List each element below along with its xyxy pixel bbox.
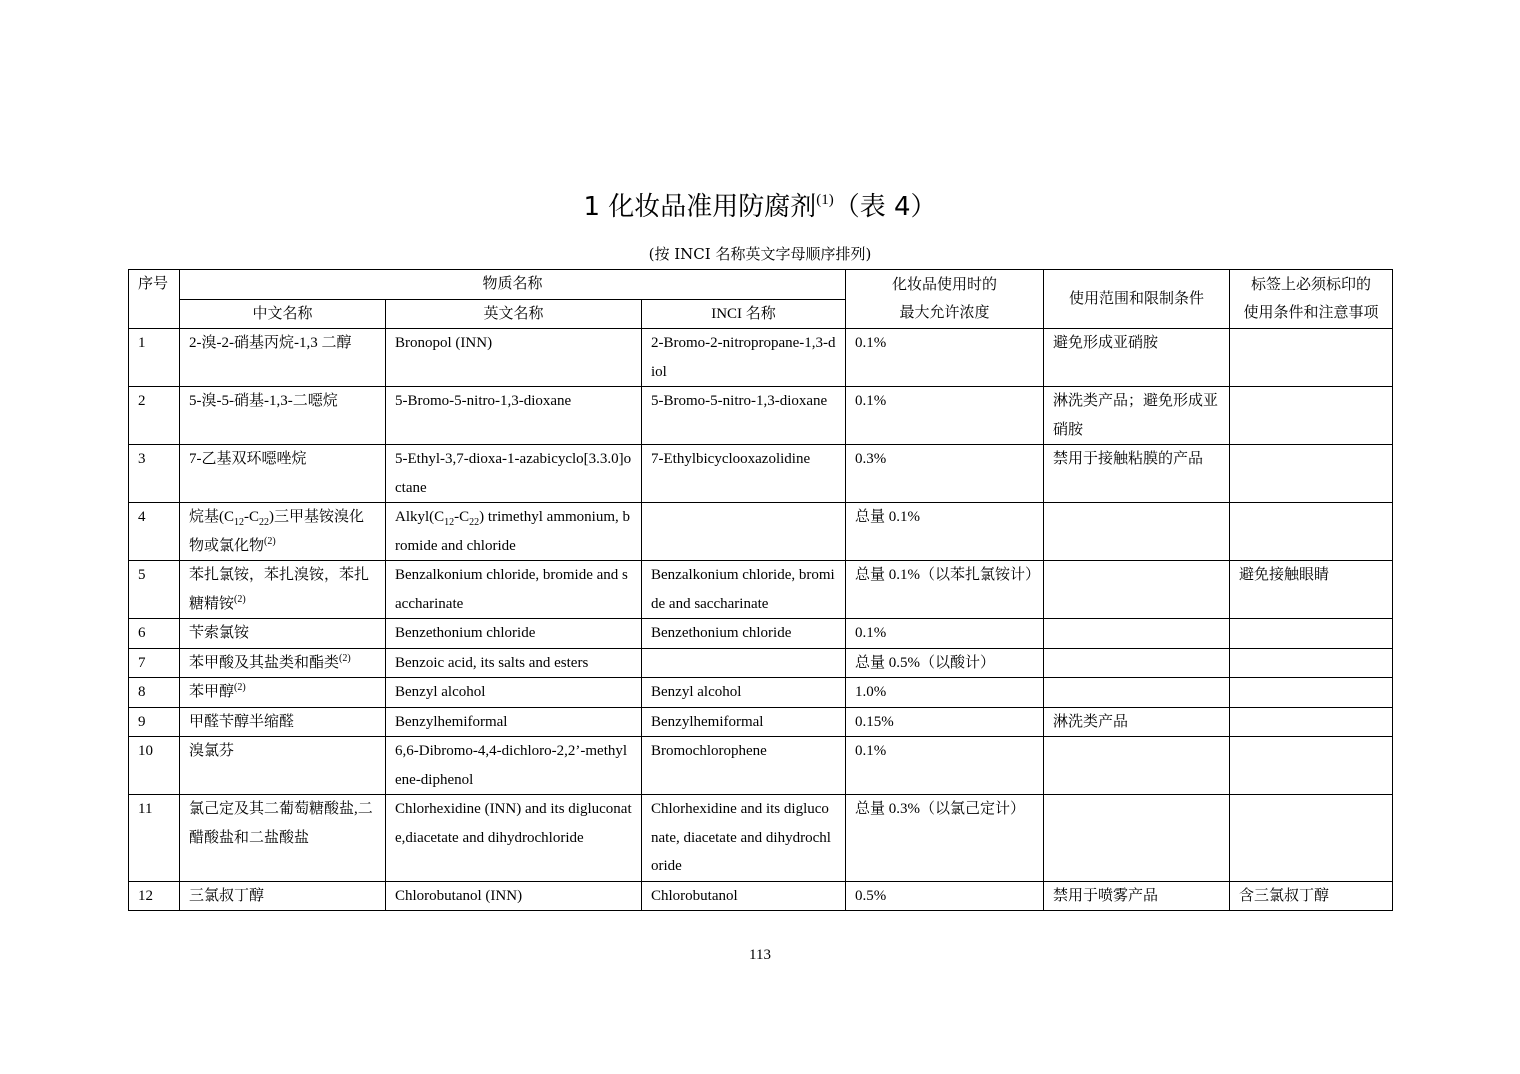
cell-chinese-name (180, 445, 386, 503)
cell-inci-name (642, 329, 846, 387)
cell-seq: 9 (129, 707, 180, 737)
header-seq: 序号 (129, 270, 180, 329)
cell-label (1230, 737, 1393, 795)
table-row (129, 648, 1393, 678)
cell-inci-name (642, 445, 846, 503)
cell-max-concentration: 0.5% (846, 881, 1044, 911)
cell-inci-name-text: Chlorhexidine and its digluconate, diacetate and dihydrochloride (651, 801, 831, 874)
cell-english-name-text: Chlorobutanol (INN) (395, 887, 523, 904)
cell-chinese-name (180, 619, 386, 649)
cell-inci-name (642, 561, 846, 619)
cell-seq: 4 (129, 503, 180, 561)
cell-max-concentration: 0.1% (846, 387, 1044, 445)
header-max-concentration-line1: 化妆品使用时的 (892, 276, 998, 293)
title-main: 1 化妆品准用防腐剂 (583, 192, 817, 222)
cell-english-name-text: 5-Ethyl-3,7-dioxa-1-azabicyclo[3.3.0]octane (395, 451, 632, 496)
cell-chinese-name-text: 苯甲酸及其盐类和酯类 (189, 654, 340, 671)
cell-max-concentration: 0.1% (846, 737, 1044, 795)
cell-label: 含三氯叔丁醇 (1230, 881, 1393, 911)
cell-inci-name-text: Benzalkonium chloride, bromide and saccharinate (651, 567, 835, 612)
cell-max-concentration: 0.1% (846, 329, 1044, 387)
cell-seq: 5 (129, 561, 180, 619)
cell-english-name (386, 329, 642, 387)
cell-english-name (386, 737, 642, 795)
cell-chinese-name (180, 678, 386, 708)
table-row (129, 795, 1393, 882)
table-row (129, 619, 1393, 649)
cell-scope (1044, 795, 1230, 882)
cell-english-name (386, 619, 642, 649)
cell-english-name (386, 678, 642, 708)
cell-chinese-name (180, 648, 386, 678)
cell-english-name-text: 5-Bromo-5-nitro-1,3-dioxane (395, 393, 572, 409)
table-row (129, 707, 1393, 737)
cell-chinese-name (180, 737, 386, 795)
cell-chinese-name-text: (2) (339, 652, 351, 664)
cell-seq: 6 (129, 619, 180, 649)
cell-scope: 淋洗类产品；避免形成亚硝胺 (1044, 387, 1230, 445)
cell-inci-name-text: Chlorobutanol (651, 887, 738, 904)
cell-label (1230, 678, 1393, 708)
table-row (129, 445, 1393, 503)
cell-english-name-text: 22 (469, 517, 480, 528)
cell-english-name (386, 881, 642, 911)
cell-chinese-name-text: 苯甲醇 (189, 684, 235, 700)
cell-chinese-name (180, 795, 386, 882)
table-row (129, 503, 1393, 561)
cell-chinese-name-text: (2) (234, 682, 246, 693)
table-row (129, 678, 1393, 708)
header-inci-name: INCI 名称 (642, 299, 846, 329)
cell-seq: 7 (129, 648, 180, 678)
cell-chinese-name-text: 12 (234, 517, 245, 528)
cell-label (1230, 707, 1393, 737)
table-body (129, 329, 1393, 911)
cell-chinese-name (180, 387, 386, 445)
cell-inci-name (642, 619, 846, 649)
cell-inci-name (642, 795, 846, 882)
header-chinese-name: 中文名称 (180, 299, 386, 329)
cell-chinese-name (180, 503, 386, 561)
header-label-line2: 使用条件和注意事项 (1243, 305, 1379, 321)
cell-label (1230, 795, 1393, 882)
cell-english-name-text: -C (454, 509, 470, 525)
cell-english-name-text: 12 (444, 517, 455, 528)
document-subtitle: (按 INCI 名称英文字母顺序排列) (648, 245, 872, 263)
cell-inci-name-text: Bromochlorophene (651, 743, 767, 759)
cell-scope: 禁用于接触粘膜的产品 (1044, 445, 1230, 503)
cell-seq: 3 (129, 445, 180, 503)
cell-english-name (386, 503, 642, 561)
cell-english-name-text: Benzylhemiformal (395, 713, 508, 730)
cell-scope (1044, 619, 1230, 649)
cell-inci-name-text: Benzyl alcohol (651, 684, 742, 700)
cell-english-name-text: Bronopol (INN) (395, 335, 493, 351)
cell-inci-name-text: 7-Ethylbicyclooxazolidine (651, 451, 811, 467)
cell-chinese-name (180, 329, 386, 387)
cell-chinese-name-text: 烷基(C (189, 509, 235, 525)
cell-english-name (386, 561, 642, 619)
cell-scope (1044, 737, 1230, 795)
cell-max-concentration: 总量 0.1% (846, 503, 1044, 561)
cell-max-concentration: 总量 0.5%（以酸计） (846, 648, 1044, 678)
cell-english-name (386, 795, 642, 882)
page-number: 113 (749, 947, 771, 963)
table-row (129, 737, 1393, 795)
header-label (1230, 270, 1393, 329)
cell-english-name-text: Benzoic acid, its salts and esters (395, 654, 589, 671)
cell-inci-name (642, 503, 846, 561)
title-suffix: （表 4） (833, 192, 937, 222)
cell-inci-name-text: Benzylhemiformal (651, 713, 764, 730)
cell-scope (1044, 561, 1230, 619)
cell-max-concentration: 总量 0.3%（以氯己定计） (846, 795, 1044, 882)
cell-label (1230, 619, 1393, 649)
cell-english-name (386, 387, 642, 445)
cell-english-name-text: Chlorhexidine (INN) and its digluconate,diacetate and dihydrochloride (395, 801, 632, 846)
table-row (129, 561, 1393, 619)
cell-english-name (386, 648, 642, 678)
cell-max-concentration: 0.15% (846, 707, 1044, 737)
cell-chinese-name-text: 三氯叔丁醇 (189, 887, 265, 904)
cell-chinese-name-text: 溴氯芬 (189, 743, 235, 759)
cell-chinese-name-text: 22 (259, 517, 270, 528)
cell-chinese-name (180, 881, 386, 911)
preservatives-table (128, 269, 1393, 911)
header-substance-name: 物质名称 (180, 270, 846, 300)
cell-max-concentration: 0.3% (846, 445, 1044, 503)
cell-seq: 10 (129, 737, 180, 795)
cell-chinese-name-text: (2) (264, 535, 276, 547)
cell-chinese-name (180, 707, 386, 737)
cell-chinese-name-text: 甲醛苄醇半缩醛 (189, 713, 295, 730)
header-max-concentration (846, 270, 1044, 329)
cell-inci-name-text: 5-Bromo-5-nitro-1,3-dioxane (651, 393, 828, 409)
cell-seq: 8 (129, 678, 180, 708)
table-row (129, 387, 1393, 445)
cell-label (1230, 503, 1393, 561)
cell-seq: 2 (129, 387, 180, 445)
cell-inci-name (642, 648, 846, 678)
cell-english-name-text: Benzethonium chloride (395, 625, 536, 641)
header-scope: 使用范围和限制条件 (1044, 270, 1230, 329)
document-title (0, 180, 1520, 227)
cell-label (1230, 387, 1393, 445)
cell-chinese-name-text: (2) (234, 593, 246, 605)
cell-label (1230, 445, 1393, 503)
title-footnote-ref: (1) (816, 192, 834, 208)
cell-scope (1044, 503, 1230, 561)
cell-scope (1044, 648, 1230, 678)
cell-max-concentration: 0.1% (846, 619, 1044, 649)
cell-chinese-name-text: 氯己定及其二葡萄糖酸盐,二醋酸盐和二盐酸盐 (189, 801, 373, 846)
cell-english-name (386, 707, 642, 737)
cell-seq: 1 (129, 329, 180, 387)
cell-inci-name (642, 678, 846, 708)
cell-chinese-name-text: -C (244, 509, 260, 525)
cell-scope (1044, 678, 1230, 708)
cell-seq: 11 (129, 795, 180, 882)
table-row (129, 881, 1393, 911)
cell-chinese-name-text: 2-溴-2-硝基丙烷-1,3 二醇 (189, 335, 352, 351)
cell-english-name (386, 445, 642, 503)
cell-inci-name-text: Benzethonium chloride (651, 625, 792, 641)
cell-english-name-text: Alkyl(C (395, 509, 445, 525)
cell-label (1230, 329, 1393, 387)
header-max-concentration-line2: 最大允许浓度 (899, 305, 990, 321)
cell-chinese-name-text: 苄索氯铵 (189, 625, 250, 641)
cell-chinese-name-text: 7-乙基双环噁唑烷 (189, 451, 307, 467)
cell-inci-name (642, 737, 846, 795)
cell-english-name-text: ) trimethyl ammonium, bromide and chloride (395, 509, 630, 554)
cell-chinese-name-text: )三甲基铵溴化物或氯化物 (189, 509, 365, 554)
cell-max-concentration: 1.0% (846, 678, 1044, 708)
cell-seq: 12 (129, 881, 180, 911)
cell-inci-name (642, 707, 846, 737)
header-english-name: 英文名称 (386, 299, 642, 329)
cell-chinese-name (180, 561, 386, 619)
cell-inci-name (642, 387, 846, 445)
cell-label (1230, 648, 1393, 678)
cell-inci-name (642, 881, 846, 911)
cell-label: 避免接触眼睛 (1230, 561, 1393, 619)
cell-chinese-name-text: 苯扎氯铵，苯扎溴铵，苯扎糖精铵 (189, 567, 370, 612)
cell-inci-name-text: 2-Bromo-2-nitropropane-1,3-diol (651, 335, 836, 380)
header-label-line1: 标签上必须标印的 (1251, 276, 1372, 293)
cell-english-name-text: Benzyl alcohol (395, 684, 486, 700)
cell-scope: 避免形成亚硝胺 (1044, 329, 1230, 387)
cell-scope: 淋洗类产品 (1044, 707, 1230, 737)
cell-scope: 禁用于喷雾产品 (1044, 881, 1230, 911)
cell-english-name-text: Benzalkonium chloride, bromide and saccharinate (395, 567, 628, 612)
cell-chinese-name-text: 5-溴-5-硝基-1,3-二噁烷 (189, 393, 338, 409)
cell-english-name-text: 6,6-Dibromo-4,4-dichloro-2,2’-methylene-diphenol (395, 743, 628, 788)
table-row (129, 329, 1393, 387)
cell-max-concentration: 总量 0.1%（以苯扎氯铵计） (846, 561, 1044, 619)
